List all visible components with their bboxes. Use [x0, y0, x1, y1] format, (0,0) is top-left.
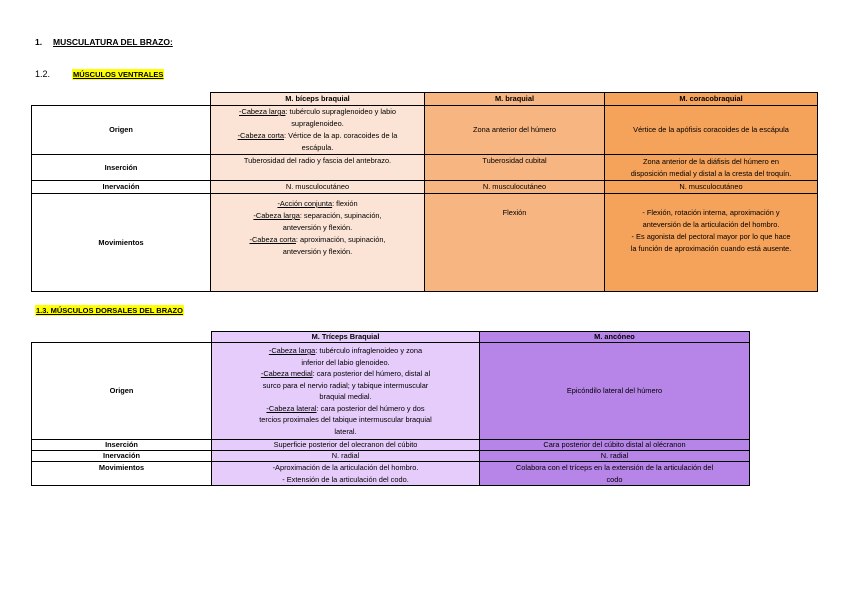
column-header-coracobraquial: M. coracobraquial: [605, 93, 818, 106]
table-row: [32, 106, 818, 155]
text-line: -Cabeza larga: tubérculo infraglenoideo y zona: [268, 346, 423, 355]
row-label-movimientos: Movimientos: [32, 194, 211, 292]
heading-ventrales: [35, 69, 164, 79]
column-header-biceps: M. bíceps braquial: [211, 93, 425, 106]
row-label-inervacion: Inervación: [32, 181, 211, 194]
heading-text: MÚSCULOS VENTRALES: [73, 70, 164, 79]
row-label-movimientos: Movimientos: [32, 462, 212, 486]
text-line: -Cabeza medial: cara posterior del húmero, distal al: [260, 369, 431, 378]
anconeo-inervacion-cell: N. radial: [480, 451, 750, 462]
text-line: - Es agonista del pectoral mayor por lo que hace: [631, 232, 791, 241]
braquial-insercion-cell: Tuberosidad cubital: [425, 155, 605, 181]
braquial-origen-cell: Zona anterior del húmero: [425, 106, 605, 155]
table-row: [32, 194, 818, 292]
text-line: Colabora con el tríceps en la extensión de la articulación del: [515, 463, 714, 472]
text-line: supraglenoideo.: [291, 119, 344, 128]
table-row: [32, 155, 818, 181]
text-line: -Aproximación de la articulación del hombro.: [272, 463, 419, 472]
triceps-origen-cell: [212, 343, 480, 440]
heading-text: 1.3. MÚSCULOS DORSALES DEL BRAZO: [36, 306, 183, 315]
column-header-anconeo: M. ancóneo: [480, 332, 750, 343]
text-line: Flexión: [502, 208, 527, 217]
text-line: lateral.: [334, 426, 357, 436]
biceps-movimientos-cell: [211, 194, 425, 292]
biceps-insercion-cell: Tuberosidad del radio y fascia del antebrazo.: [211, 155, 425, 181]
text-line: - Flexión, rotación interna, aproximación y: [642, 208, 780, 217]
table-row: [32, 440, 750, 451]
coracobraquial-movimientos-cell: [605, 194, 818, 292]
table-row: [32, 343, 750, 440]
ventral-muscles-table: [31, 92, 818, 292]
heading-musculatura: [35, 37, 173, 47]
text-line: anteversión y flexión.: [282, 247, 353, 256]
text-line: -Cabeza corta: aproximación, supinación,: [249, 235, 386, 244]
text-line: -Cabeza larga: separación, supinación,: [253, 211, 382, 220]
text-line: inferior del labio glenoideo.: [301, 357, 390, 367]
table-header-row: [32, 93, 818, 106]
text-line: disposición medial y distal a la cresta del troquín.: [630, 168, 792, 178]
row-label-inervacion: Inervación: [32, 451, 212, 462]
triceps-insercion-cell: Superficie posterior del olecranon del cúbito: [212, 440, 480, 451]
coracobraquial-inervacion-cell: N. musculocutáneo: [605, 181, 818, 194]
text-line: anteversión de la articulación del hombro.: [642, 220, 780, 229]
row-label-insercion: Inserción: [32, 440, 212, 451]
coracobraquial-origen-cell: Vértice de la apófisis coracoides de la escápula: [605, 106, 818, 155]
coracobraquial-insercion-cell: [605, 155, 818, 181]
text-line: surco para el nervio radial; y tabique intermuscular: [262, 380, 429, 390]
column-header-braquial: M. braquial: [425, 93, 605, 106]
text-line: braquial medial.: [319, 392, 372, 401]
table-row: [32, 181, 818, 194]
text-line: -Acción conjunta: flexión: [277, 199, 358, 208]
heading-text: MUSCULATURA DEL BRAZO:: [53, 37, 173, 47]
text-line: -Cabeza lateral: cara posterior del húmero y dos: [266, 403, 425, 413]
heading-number: 1.: [35, 37, 43, 47]
table-row: [32, 451, 750, 462]
column-header-triceps: M. Tríceps Braquial: [212, 332, 480, 343]
triceps-movimientos-cell: [212, 462, 480, 486]
text-line: -Cabeza corta: Vértice de la ap. coracoides de la: [237, 131, 398, 140]
text-line: la función de aproximación cuando está ausente.: [630, 244, 792, 253]
text-line: - Extensión de la articulación del codo.: [282, 474, 409, 484]
braquial-movimientos-cell: [425, 194, 605, 292]
anconeo-origen-cell: Epicóndilo lateral del húmero: [480, 343, 750, 440]
text-line: escápula.: [301, 143, 334, 152]
text-line: codo: [606, 474, 623, 484]
anconeo-insercion-cell: Cara posterior del cúbito distal al olécranon: [480, 440, 750, 451]
dorsal-muscles-table: [31, 331, 750, 486]
heading-dorsales: [35, 306, 184, 315]
biceps-inervacion-cell: N. musculocutáneo: [211, 181, 425, 194]
text-line: tercios proximales del tabique intermuscular braquial: [259, 415, 432, 424]
braquial-inervacion-cell: N. musculocutáneo: [425, 181, 605, 194]
table-header-row: [32, 332, 750, 343]
row-label-origen: Origen: [32, 343, 212, 440]
empty-cell: [32, 93, 211, 106]
empty-cell: [32, 332, 212, 343]
heading-number: 1.2.: [35, 69, 51, 79]
text-line: anteversión y flexión.: [282, 223, 353, 232]
text-line: Zona anterior de la diáfisis del húmero en: [643, 156, 779, 166]
triceps-inervacion-cell: N. radial: [212, 451, 480, 462]
anconeo-movimientos-cell: [480, 462, 750, 486]
biceps-origen-cell: [211, 106, 425, 155]
row-label-insercion: Inserción: [32, 155, 211, 181]
table-row: [32, 462, 750, 486]
row-label-origen: Origen: [32, 106, 211, 155]
text-line: -Cabeza larga: tubérculo supraglenoideo y labio: [239, 107, 396, 116]
